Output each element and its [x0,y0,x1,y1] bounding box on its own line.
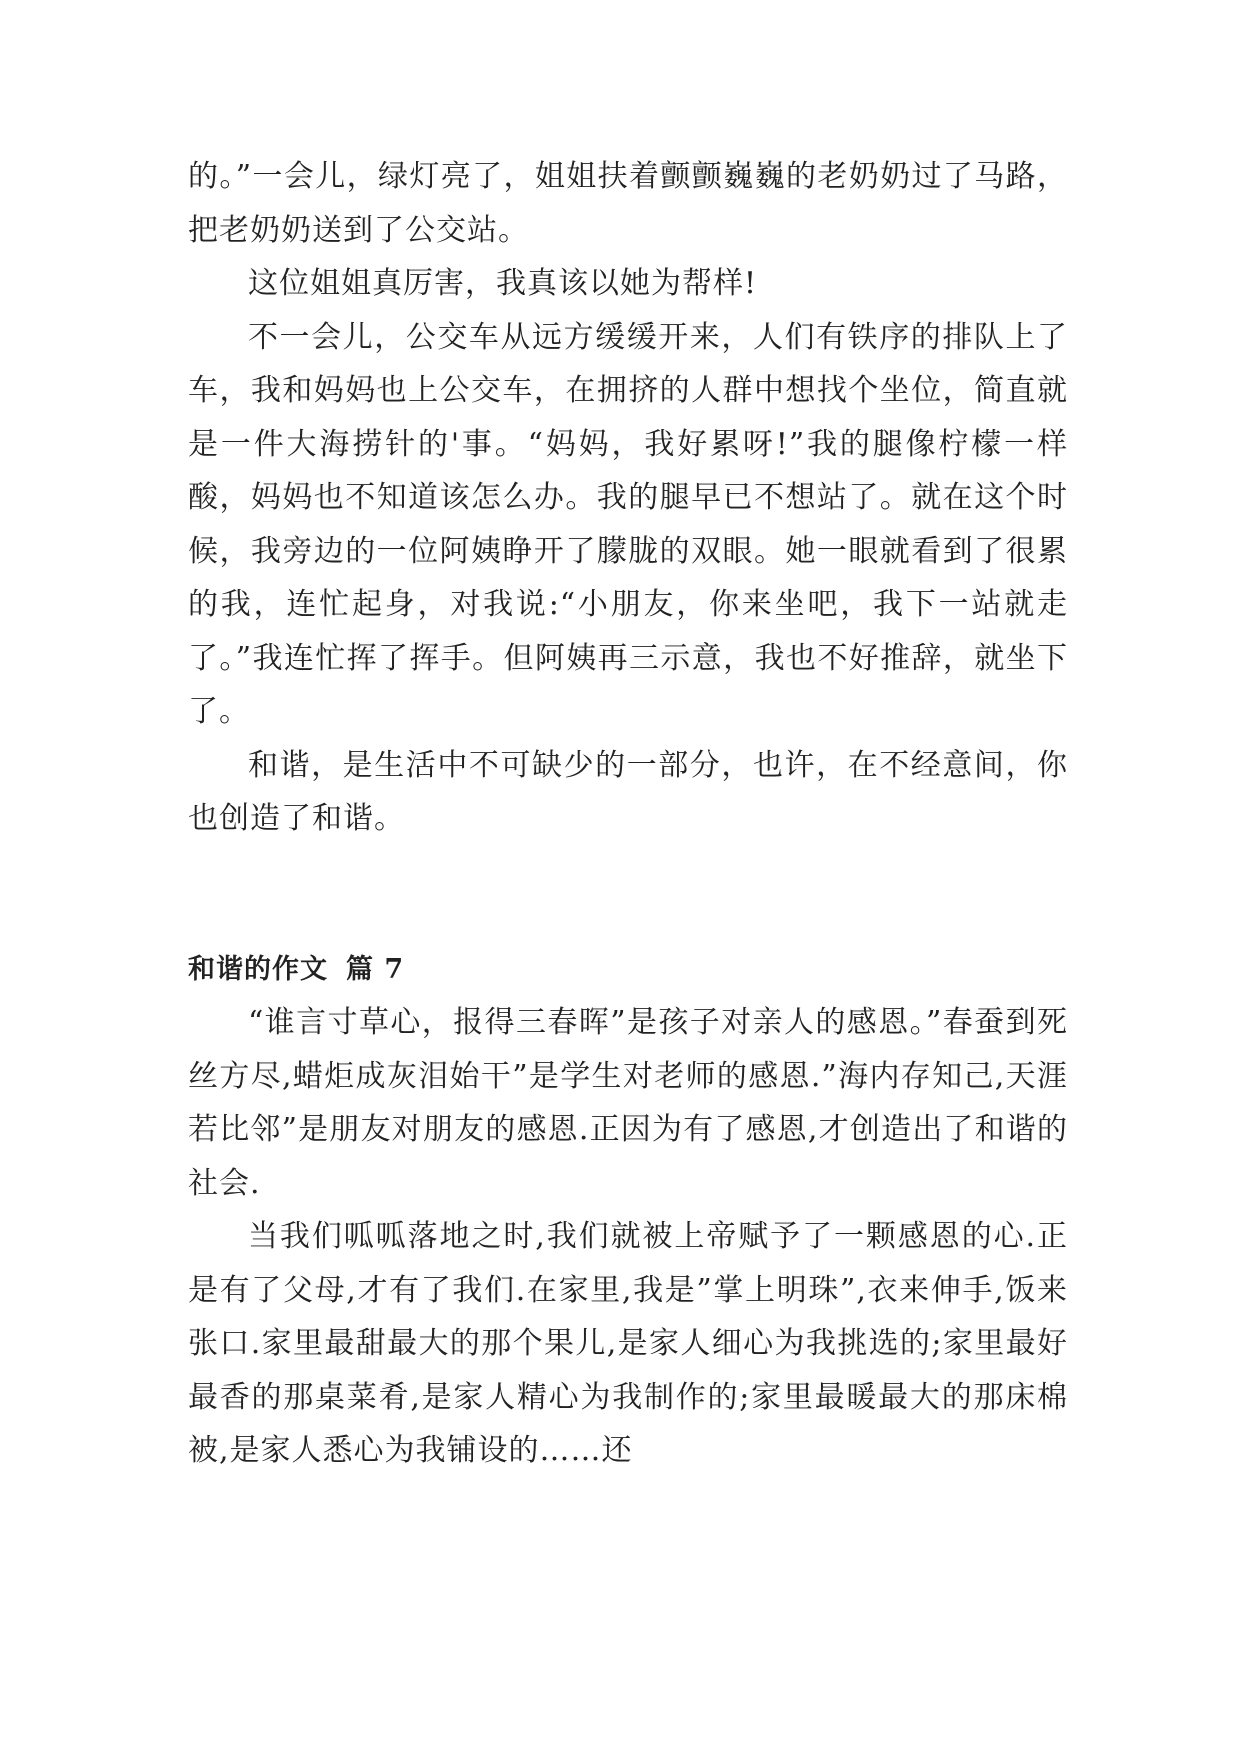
paragraph-5: “谁言寸草心，报得三春晖”是孩子对亲人的感恩。”春蚕到死丝方尽,蜡炬成灰泪始干”是学生对老师的感恩.”海内存知己,天涯若比邻”是朋友对朋友的感恩.正因为有了感恩,才创造出了和谐的社会. [188,1005,1068,1201]
paragraph-6: 当我们呱呱落地之时,我们就被上帝赋予了一颗感恩的心.正是有了父母,才有了我们.在家里,我是”掌上明珠”,衣来伸手,饭来张口.家里最甜最大的那个果儿,是家人细心为我挑选的;家里最好最香的那桌菜肴,是家人精心为我制作的;家里最暖最大的那床棉被,是家人悉心为我铺设的……还 [188,1219,1068,1468]
document-body [188,150,1068,1478]
section-number: 篇 7 [346,953,405,985]
paragraph-4: 和谐，是生活中不可缺少的一部分，也许，在不经意间，你也创造了和谐。 [188,747,1068,836]
paragraph-3: 不一会儿，公交车从远方缓缓开来，人们有铁序的排队上了车，我和妈妈也上公交车，在拥挤的人群中想找个坐位，简直就是一件大海捞针的'事。“妈妈，我好累呀!”我的腿像柠檬一样酸，妈妈也不知道该怎么办。我的腿早已不想站了。就在这个时候，我旁边的一位阿姨睁开了朦胧的双眼。她一眼就看到了很累的我，连忙起身，对我说:“小朋友，你来坐吧，我下一站就走了。”我连忙挥了挥手。但阿姨再三示意，我也不好推辞，就坐下了。 [188,319,1068,729]
paragraph-2: 这位姐姐真厉害，我真该以她为帮样! [248,266,758,301]
section-title-text: 和谐的作文 [188,953,328,985]
paragraph-1: 的。”一会儿，绿灯亮了，姐姐扶着颤颤巍巍的老奶奶过了马路，把老奶奶送到了公交站。 [188,159,1068,248]
section-heading [188,846,1068,997]
